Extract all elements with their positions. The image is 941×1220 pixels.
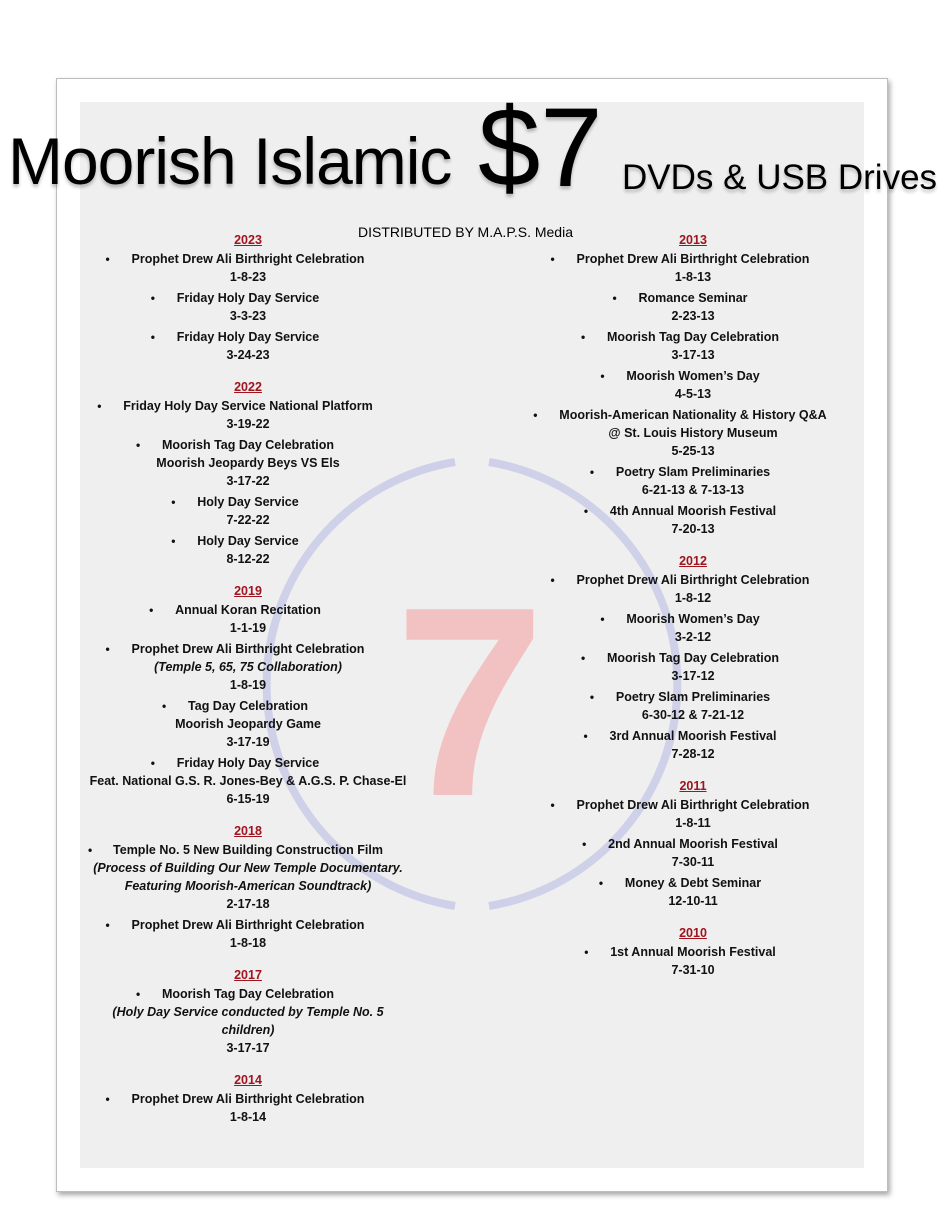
list-item bbox=[88, 436, 408, 490]
bullet-icon: • bbox=[600, 612, 605, 626]
list-item bbox=[88, 985, 408, 1057]
list-item bbox=[532, 367, 854, 403]
event-date: 7-20-13 bbox=[671, 522, 715, 536]
event-date: 1-8-12 bbox=[674, 591, 712, 605]
year-heading: 2012 bbox=[679, 554, 707, 568]
bullet-icon: • bbox=[105, 1092, 110, 1106]
event-subtitle: Moorish Jeopardy Beys VS Els bbox=[156, 456, 340, 470]
distributor-line: DISTRIBUTED BY M.A.P.S. Media bbox=[358, 224, 573, 240]
event-title: Moorish Tag Day Celebration bbox=[161, 987, 334, 1001]
bullet-icon: • bbox=[171, 534, 176, 548]
list-item bbox=[88, 493, 408, 529]
event-date: 1-8-11 bbox=[675, 816, 711, 830]
event-date: 3-17-13 bbox=[671, 348, 715, 362]
bullet-icon: • bbox=[150, 756, 155, 770]
year-heading: 2010 bbox=[679, 926, 707, 940]
event-title: Friday Holy Day Service bbox=[176, 291, 320, 305]
event-date: 1-8-14 bbox=[229, 1110, 267, 1124]
list-item bbox=[532, 649, 854, 685]
bullet-icon: • bbox=[88, 843, 93, 857]
bullet-icon: • bbox=[589, 690, 595, 704]
header bbox=[0, 0, 941, 250]
event-title: Moorish Women’s Day bbox=[626, 612, 760, 626]
list-item bbox=[88, 397, 408, 433]
year-heading: 2018 bbox=[234, 824, 262, 838]
bullet-icon: • bbox=[149, 603, 154, 617]
year-section bbox=[88, 233, 408, 364]
event-title: Moorish Tag Day Celebration bbox=[606, 651, 779, 665]
left-column bbox=[88, 233, 408, 1142]
event-date: 4-5-13 bbox=[674, 387, 712, 401]
list-item bbox=[532, 571, 854, 607]
event-title: Prophet Drew Ali Birthright Celebration bbox=[576, 252, 810, 266]
year-section bbox=[88, 1073, 408, 1126]
event-date: 2-17-18 bbox=[226, 897, 270, 911]
list-item bbox=[88, 754, 408, 808]
list-item bbox=[532, 610, 854, 646]
event-title: Prophet Drew Ali Birthright Celebration bbox=[576, 798, 810, 812]
list-item bbox=[532, 727, 854, 763]
event-title: Money & Debt Seminar bbox=[624, 876, 762, 890]
list-item bbox=[532, 688, 854, 724]
bullet-icon: • bbox=[589, 465, 595, 479]
event-date: 7-22-22 bbox=[226, 513, 270, 527]
event-title: 3rd Annual Moorish Festival bbox=[609, 729, 777, 743]
list-item bbox=[532, 796, 854, 832]
event-title: 2nd Annual Moorish Festival bbox=[608, 837, 778, 851]
event-date: 3-17-12 bbox=[671, 669, 715, 683]
bullet-icon: • bbox=[583, 729, 588, 743]
bullet-icon: • bbox=[150, 330, 155, 344]
price-label: $7 bbox=[478, 85, 603, 210]
event-date: 3-24-23 bbox=[226, 348, 270, 362]
bullet-icon: • bbox=[612, 291, 617, 305]
list-item bbox=[532, 289, 854, 325]
event-date: 5-25-13 bbox=[671, 444, 715, 458]
event-date: 8-12-22 bbox=[226, 552, 270, 566]
list-item bbox=[88, 1090, 408, 1126]
event-date: 3-17-19 bbox=[226, 735, 270, 749]
bullet-icon: • bbox=[550, 573, 555, 587]
event-title: Holy Day Service bbox=[197, 534, 299, 548]
right-column bbox=[532, 233, 854, 995]
year-heading: 2022 bbox=[234, 380, 262, 394]
event-title: Prophet Drew Ali Birthright Celebration bbox=[131, 1092, 365, 1106]
list-item bbox=[532, 463, 854, 499]
bullet-icon: • bbox=[550, 798, 555, 812]
list-item bbox=[532, 943, 854, 979]
event-date: 1-1-19 bbox=[229, 621, 267, 635]
list-item bbox=[88, 841, 408, 913]
event-subtitle: Moorish Jeopardy Game bbox=[175, 717, 321, 731]
year-section bbox=[88, 380, 408, 568]
event-date: 12-10-11 bbox=[668, 894, 718, 908]
year-heading: 2023 bbox=[234, 233, 262, 247]
year-heading: 2011 bbox=[679, 779, 707, 793]
list-item bbox=[88, 250, 408, 286]
list-item bbox=[532, 328, 854, 364]
event-date: 3-3-23 bbox=[229, 309, 267, 323]
event-date: 7-30-11 bbox=[671, 855, 715, 869]
event-date: 6-30-12 & 7-21-12 bbox=[641, 708, 745, 722]
event-title: Annual Koran Recitation bbox=[175, 603, 321, 617]
bullet-icon: • bbox=[582, 837, 587, 851]
subtitle: DVDs & USB Drives bbox=[622, 158, 938, 197]
year-section bbox=[88, 824, 408, 952]
list-item bbox=[532, 502, 854, 538]
event-title: Moorish Women’s Day bbox=[626, 369, 760, 383]
bullet-icon: • bbox=[135, 987, 141, 1001]
event-date: 6-21-13 & 7-13-13 bbox=[641, 483, 745, 497]
event-subtitle: (Process of Building Our New Temple Documentary. bbox=[93, 861, 403, 875]
bullet-icon: • bbox=[600, 369, 605, 383]
list-item bbox=[88, 601, 408, 637]
event-title: Holy Day Service bbox=[197, 495, 299, 509]
list-item bbox=[88, 640, 408, 694]
bullet-icon: • bbox=[583, 504, 589, 518]
list-item bbox=[88, 289, 408, 325]
event-title: Temple No. 5 New Building Construction Film bbox=[113, 843, 383, 857]
bullet-icon: • bbox=[580, 330, 586, 344]
bullet-icon: • bbox=[105, 642, 110, 656]
event-date: 1-8-19 bbox=[229, 678, 267, 692]
list-item bbox=[88, 697, 408, 751]
event-title: Poetry Slam Preliminaries bbox=[615, 465, 771, 479]
year-section bbox=[532, 779, 854, 910]
event-date: 2-23-13 bbox=[671, 309, 715, 323]
year-heading: 2013 bbox=[679, 233, 707, 247]
event-title: Moorish Tag Day Celebration bbox=[606, 330, 779, 344]
list-item bbox=[532, 874, 854, 910]
page-title: Moorish Islamic bbox=[8, 124, 452, 198]
list-item bbox=[532, 406, 854, 460]
event-subtitle: Featuring Moorish-American Soundtrack) bbox=[124, 879, 372, 893]
event-subtitle: Feat. National G.S. R. Jones-Bey & A.G.S. P. Chase-El bbox=[89, 774, 407, 788]
list-item bbox=[532, 250, 854, 286]
event-date: 6-15-19 bbox=[226, 792, 270, 806]
bullet-icon: • bbox=[150, 291, 155, 305]
event-title: Poetry Slam Preliminaries bbox=[615, 690, 771, 704]
event-title: Prophet Drew Ali Birthright Celebration bbox=[576, 573, 810, 587]
bullet-icon: • bbox=[171, 495, 176, 509]
event-date: 1-8-13 bbox=[674, 270, 712, 284]
event-title: Prophet Drew Ali Birthright Celebration bbox=[131, 918, 365, 932]
bullet-icon: • bbox=[105, 252, 110, 266]
bullet-icon: • bbox=[584, 945, 589, 959]
year-section bbox=[532, 554, 854, 763]
event-title: Friday Holy Day Service bbox=[176, 330, 320, 344]
year-heading: 2014 bbox=[234, 1073, 262, 1087]
year-heading: 2019 bbox=[234, 584, 262, 598]
event-title: Friday Holy Day Service bbox=[176, 756, 320, 770]
event-subtitle: @ St. Louis History Museum bbox=[608, 426, 778, 440]
bullet-icon: • bbox=[135, 438, 141, 452]
event-date: 3-17-17 bbox=[226, 1041, 270, 1055]
bullet-icon: • bbox=[162, 699, 167, 713]
event-title: Moorish Tag Day Celebration bbox=[161, 438, 334, 452]
event-title: 4th Annual Moorish Festival bbox=[609, 504, 777, 518]
event-title: Romance Seminar bbox=[638, 291, 748, 305]
event-date: 3-19-22 bbox=[226, 417, 270, 431]
bullet-icon: • bbox=[598, 876, 604, 890]
year-section bbox=[88, 584, 408, 808]
event-subtitle: (Temple 5, 65, 75 Collaboration) bbox=[154, 660, 342, 674]
event-title: Moorish-American Nationality & History Q&A bbox=[559, 408, 827, 422]
event-subtitle: (Holy Day Service conducted by Temple No. 5 children) bbox=[112, 1005, 384, 1037]
bullet-icon: • bbox=[105, 918, 110, 932]
year-heading: 2017 bbox=[234, 968, 262, 982]
bullet-icon: • bbox=[533, 408, 538, 422]
event-title: Tag Day Celebration bbox=[188, 699, 308, 713]
event-date: 7-31-10 bbox=[671, 963, 715, 977]
event-title: Prophet Drew Ali Birthright Celebration bbox=[131, 252, 365, 266]
event-date: 7-28-12 bbox=[671, 747, 715, 761]
list-item bbox=[88, 532, 408, 568]
event-title: 1st Annual Moorish Festival bbox=[610, 945, 776, 959]
list-item bbox=[88, 328, 408, 364]
event-date: 3-2-12 bbox=[674, 630, 712, 644]
watermark-numeral: 7 bbox=[394, 552, 546, 853]
bullet-icon: • bbox=[97, 399, 102, 413]
year-section bbox=[532, 233, 854, 538]
year-section bbox=[532, 926, 854, 979]
year-section bbox=[88, 968, 408, 1057]
event-date: 1-8-18 bbox=[229, 936, 267, 950]
list-item bbox=[532, 835, 854, 871]
event-date: 3-17-22 bbox=[226, 474, 270, 488]
list-item bbox=[88, 916, 408, 952]
bullet-icon: • bbox=[550, 252, 555, 266]
event-date: 1-8-23 bbox=[229, 270, 267, 284]
event-title: Prophet Drew Ali Birthright Celebration bbox=[131, 642, 365, 656]
bullet-icon: • bbox=[580, 651, 586, 665]
event-title: Friday Holy Day Service National Platform bbox=[123, 399, 373, 413]
